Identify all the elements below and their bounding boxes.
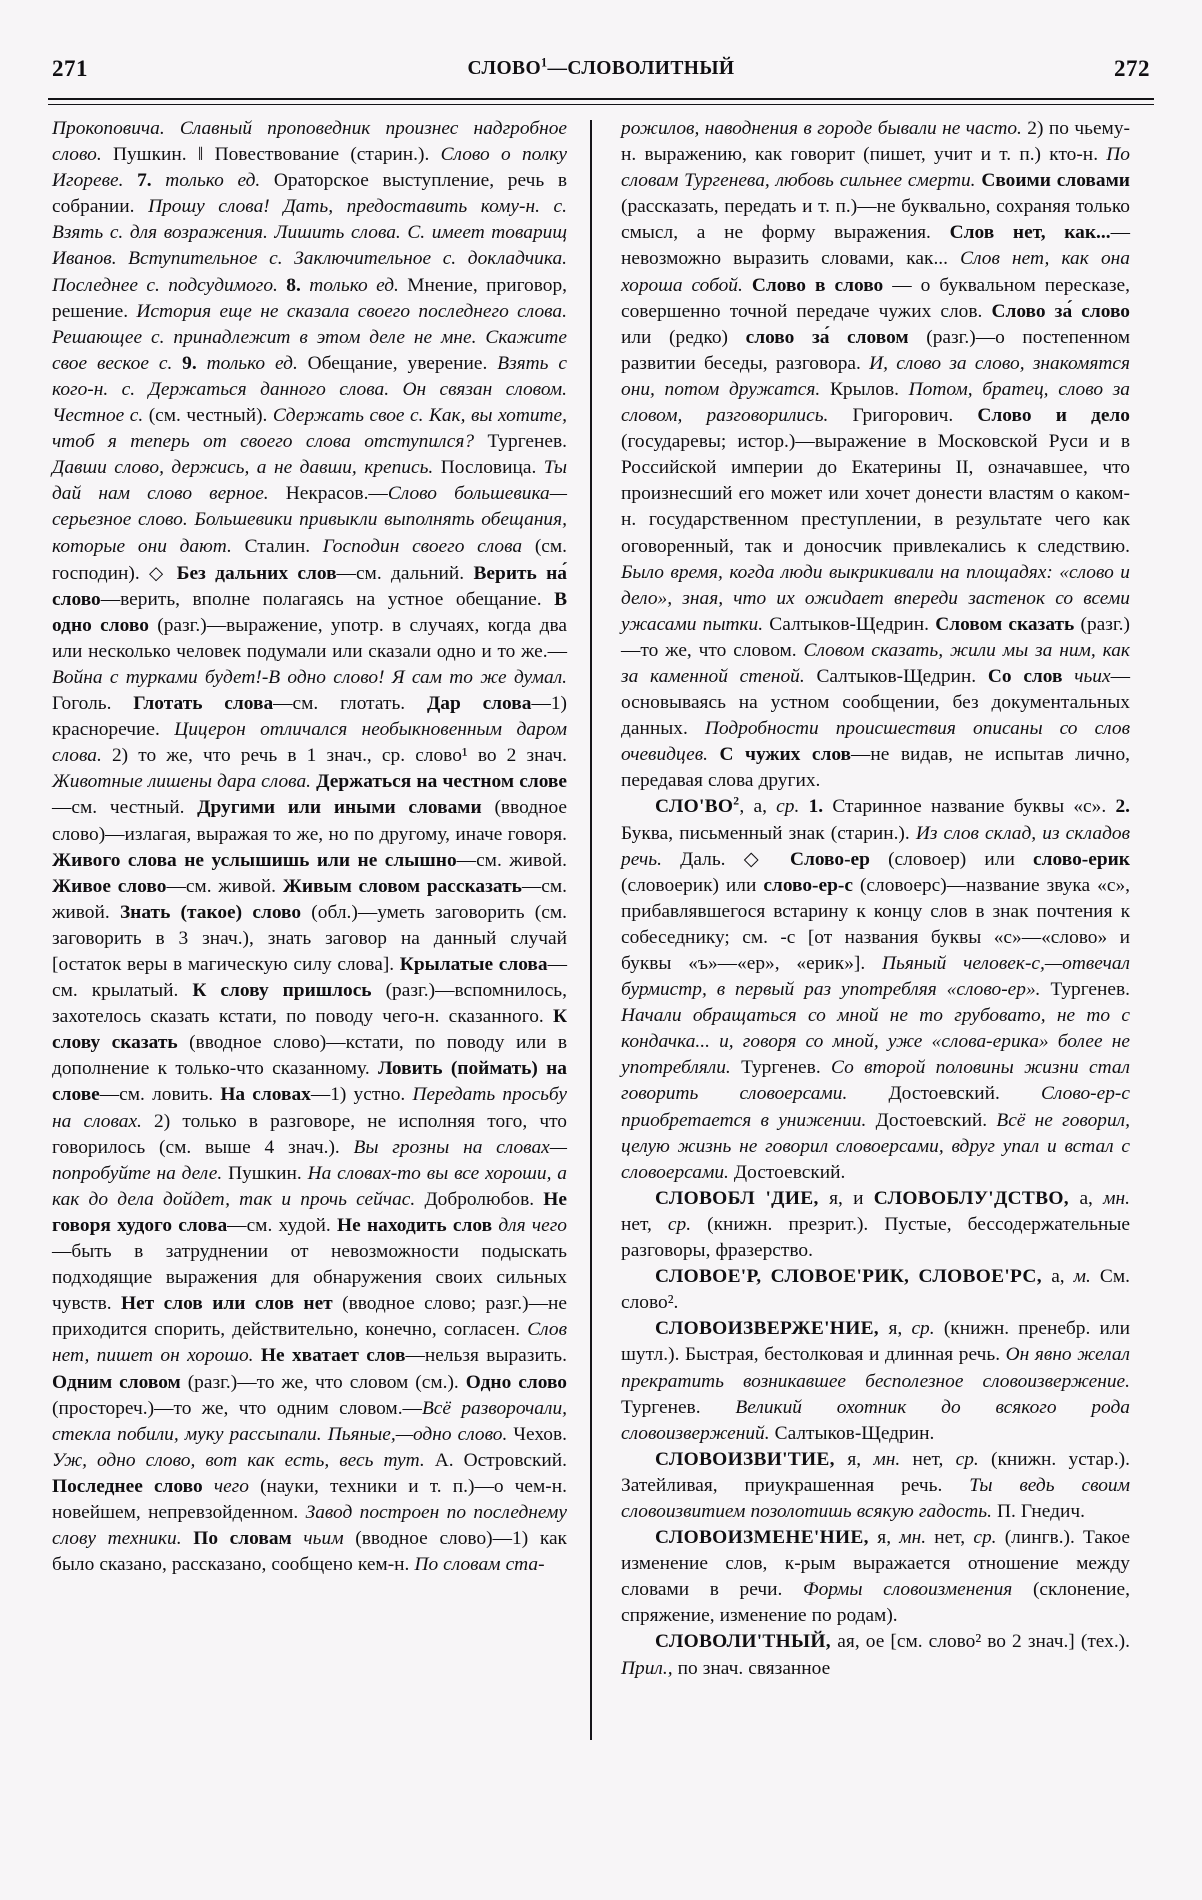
body-text: Добролюбов. xyxy=(424,1188,544,1210)
body-text: Старинное название буквы «с». xyxy=(832,796,1116,818)
body-text: (см. господин). xyxy=(52,535,567,584)
body-text: Пушкин. xyxy=(228,1162,308,1184)
body-text: (простореч.)—то же, что одним словом.— xyxy=(52,1397,422,1419)
body-text: П. Гнедич. xyxy=(997,1500,1085,1522)
body-text: (словоер) или xyxy=(888,848,1034,870)
body-text: Сталин. xyxy=(244,535,323,557)
dictionary-entry xyxy=(621,794,1130,1185)
body-text: нет, xyxy=(934,1527,974,1549)
body-text: Тургенев. xyxy=(621,1396,736,1418)
italic-citation: Уж, одно слово, вот как есть, весь тут. xyxy=(52,1449,435,1471)
italic-citation: Прокоповича. Славный проповедник произнес надгробное слово. xyxy=(52,118,567,166)
body-text: —нельзя выразить. xyxy=(405,1345,567,1367)
italic-citation: Слов нет, как она хороша собой. xyxy=(621,248,1130,296)
bold-phrase: Дар слова xyxy=(426,693,532,715)
phraseology-diamond-icon: ◇ xyxy=(149,562,177,583)
italic-citation: Подробности происшествия описаны со слов очевидцев. xyxy=(621,718,1130,766)
body-text: Достоевский. xyxy=(733,1161,846,1183)
bold-phrase: Глотать слова xyxy=(133,693,274,715)
left-text-column xyxy=(52,116,581,1836)
body-text: ая, ое [см. слово² во 2 знач.] (тех.). xyxy=(837,1631,1130,1653)
dictionary-entry xyxy=(621,1186,1130,1264)
bold-phrase: Слов нет, как... xyxy=(949,222,1111,244)
body-text: —см. живой. xyxy=(456,849,567,871)
bold-phrase: Другими или иными словами xyxy=(197,797,495,819)
body-text: Даль. ◇ xyxy=(680,848,790,870)
italic-citation: Взять с кого-н. с. Держаться данного слова. Он связан словом. Честное с. xyxy=(52,352,567,427)
dictionary-entry xyxy=(621,1264,1130,1316)
body-text: Салтыков-Щедрин. xyxy=(774,1422,935,1444)
body-text: Достоевский. xyxy=(875,1109,997,1131)
italic-citation: Война с турками будет!-В одно слово! Я сам то же думал. xyxy=(52,666,567,688)
body-text: —невозможно выразить словами, как... xyxy=(621,222,1130,270)
italic-citation: Из слов склад, из складов речь. xyxy=(621,822,1130,870)
bold-phrase: На словах xyxy=(220,1084,311,1106)
bold-phrase: Слово за́ слово xyxy=(991,300,1130,322)
italic-citation: мн. xyxy=(873,1448,913,1470)
italic-citation: Потом, братец, слово за словом, разговорились. xyxy=(621,378,1130,427)
bold-phrase: 1. xyxy=(808,796,833,818)
body-text: —не видав, не испытав лично, передавая слова других. xyxy=(621,744,1130,792)
running-title xyxy=(88,55,1114,80)
bold-phrase: 7. xyxy=(137,170,166,192)
bold-phrase: Последнее слово xyxy=(52,1475,214,1497)
italic-citation: Всё разворочали, стекла побили, муку рассыпали. Пьяные,—одно слово. xyxy=(52,1397,567,1445)
body-text: (книжн. презрит.). Пустые, бессодержательные разговоры, фразерство. xyxy=(621,1213,1130,1262)
italic-citation: чего xyxy=(213,1475,261,1497)
italic-citation: Цицерон отличался необыкновенным даром слова. xyxy=(52,719,567,767)
body-text: —основываясь на устном сообщении, без документальных данных. xyxy=(621,665,1131,740)
dictionary-entry xyxy=(621,1316,1130,1446)
body-text: (вводное слово)—излагая, выражая то же, но по другому, иначе говоря. xyxy=(52,797,567,845)
bold-phrase: Слово и дело xyxy=(977,405,1131,427)
bold-phrase: слово-ер-с xyxy=(763,874,860,896)
bold-phrase: Знать (такое) слово xyxy=(119,901,312,923)
body-text: (см. честный). xyxy=(148,405,273,427)
bold-phrase: Не находить слов xyxy=(337,1214,499,1236)
bold-phrase: Без дальних слов xyxy=(176,562,337,584)
header-rule xyxy=(48,98,1154,105)
bold-phrase: слово за́ словом xyxy=(745,326,927,348)
body-text: Тургенев. xyxy=(487,431,567,453)
italic-citation: Великий охотник до всякого рода словоизвержений. xyxy=(621,1396,1130,1444)
body-text: (книжн. устар.). Затейливая, приукрашенная речь. xyxy=(621,1448,1130,1496)
body-text: (вводное слово; разг.)—не приходится спорить, действительно, конечно, согласен. xyxy=(52,1293,567,1341)
body-text: (разг.)—то же, что словом (см.). xyxy=(187,1371,466,1393)
italic-citation: Начали обращаться со мной не то грубовато, не то с кондачка... и, говоря со мной, уже «слова-ерика» более не употребляли. xyxy=(621,1005,1130,1079)
bold-phrase: Верить на́ слово xyxy=(52,562,567,610)
italic-citation: чьих xyxy=(1074,665,1111,687)
headword: СЛОВОИЗВЕРЖЕ'НИЕ, xyxy=(655,1318,889,1340)
italic-citation: Всё не говорил, целую жизнь не говорил словоерсами, вдруг упал и встал с словоерсами. xyxy=(621,1109,1130,1183)
body-text: —см. крылатый. xyxy=(52,954,567,1002)
bold-phrase: Держаться на честном слове xyxy=(316,771,567,793)
italic-citation: ср. xyxy=(776,796,809,818)
bold-phrase: Не говоря худого слова xyxy=(52,1188,567,1236)
body-text: См. слово². xyxy=(621,1266,1130,1314)
bold-phrase: Со слов xyxy=(987,665,1075,687)
italic-citation: рожилов, наводнения в городе бывали не часто. xyxy=(621,118,1028,139)
body-text: (словоерс)—название звука «с», прибавлявшегося встарину к концу слов в знак почтения к собеседнику; см. -с [от названия буквы «с»—«слово» и буквы «ъ»—«ер», «ерик»]. xyxy=(621,874,1130,974)
bold-phrase: слово-ерик xyxy=(1033,848,1130,870)
body-text: А. Островский. xyxy=(434,1449,567,1471)
body-text: (разг.)—то же, что словом. xyxy=(621,613,1130,661)
bold-phrase: В одно слово xyxy=(52,588,567,636)
bold-phrase: Не хватает слов xyxy=(260,1345,406,1367)
body-text: а, xyxy=(1079,1187,1104,1209)
bold-phrase: Крылатые слова xyxy=(399,954,548,975)
bold-phrase: 2. xyxy=(1115,796,1130,818)
italic-citation: мн. xyxy=(899,1527,935,1549)
body-text: —см. честный. xyxy=(52,797,198,819)
italic-citation: ср. xyxy=(973,1527,1005,1549)
body-text: Буква, письменный знак (старин.). xyxy=(621,822,916,844)
italic-citation: Со второй половины жизни стал говорить словоерсами. xyxy=(621,1057,1131,1105)
italic-citation: м. xyxy=(1073,1266,1100,1288)
dictionary-entry xyxy=(52,116,567,1578)
body-text: —см. глотать. xyxy=(273,693,427,715)
italic-citation: Пьяный человек-с,—отвечал бурмистр, в первый раз употребляя «слово-ер». xyxy=(621,953,1130,1001)
dictionary-entry xyxy=(621,1447,1130,1525)
headword-superscript: 2 xyxy=(733,794,740,808)
body-text: —верить, вполне полагаясь на устное обещание. xyxy=(100,588,555,610)
bold-phrase: Одно слово xyxy=(465,1371,567,1393)
headword: СЛОВОИЗМЕНЕ'НИЕ, xyxy=(655,1527,878,1549)
running-title-superscript: 1 xyxy=(541,55,548,70)
body-text: (вводное слово)—1) как было сказано, рассказано, сообщено кем-н. xyxy=(52,1528,567,1576)
italic-citation: чьим xyxy=(303,1528,356,1550)
body-text: Чехов. xyxy=(513,1423,567,1445)
body-text: (словоерик) или xyxy=(621,874,764,896)
headword: СЛОВОИЗВИ'ТИЕ, xyxy=(655,1448,848,1470)
body-text: 2) по чьему-н. выражению, как говорит (пишет, учит и т. п.) кто-н. xyxy=(621,118,1130,166)
body-text: Салтыков-Щедрин. xyxy=(769,613,936,635)
headword: СЛОВОБЛ 'ДИЕ, xyxy=(655,1187,830,1209)
dictionary-entry xyxy=(621,1629,1130,1681)
right-text-column xyxy=(601,116,1130,1836)
italic-citation: Формы словоизменения xyxy=(802,1579,1033,1601)
italic-citation: Животные лишены дара слова. xyxy=(52,771,317,793)
body-text: Салтыков-Щедрин. xyxy=(816,665,988,687)
headword: СЛОВОБЛУ'ДСТВО, xyxy=(873,1187,1080,1209)
italic-citation: Сдержать свое с. Как, вы хотите, чтоб я теперь от своего слова отступился? xyxy=(52,405,567,453)
italic-citation: На словах-то вы все хороши, а как до дела дойдет, так и прочь сейчас. xyxy=(52,1162,568,1210)
italic-citation: только ед. xyxy=(309,274,408,296)
italic-citation: Слово большевика—серьезное слово. Большевики привыкли выполнять обещания, которые они дают. xyxy=(52,483,567,557)
headword: СЛОВОЛИ'ТНЫЙ, xyxy=(655,1631,838,1653)
body-text: нет, xyxy=(912,1448,956,1470)
body-text: Мнение, приговор, решение. xyxy=(52,274,567,322)
bold-phrase: К слову сказать xyxy=(52,1006,567,1054)
bold-phrase: С чужих слов xyxy=(719,744,852,766)
body-text: Пушкин. ǁ Повествование (старин.). xyxy=(112,144,441,166)
italic-citation: Словом сказать, жили мы за ним, как за каменной стеной. xyxy=(621,639,1131,687)
body-text: —быть в затруднении от невозможности подыскать подходящие выражения для обнаружения своих сильных чувств. xyxy=(52,1241,567,1315)
text-columns xyxy=(52,116,1150,1836)
italic-citation: ср. xyxy=(911,1318,944,1340)
italic-citation: Слово о полку Игореве. xyxy=(52,144,568,192)
body-text: —см. живой. xyxy=(166,875,283,897)
italic-citation: Завод построен по последнему слову техники. xyxy=(52,1501,567,1550)
running-title-main: СЛОВО xyxy=(467,58,542,79)
body-text: —см. худой. xyxy=(227,1214,338,1236)
body-text: —см. дальний. xyxy=(336,562,474,584)
bold-phrase: Живым словом рассказать xyxy=(282,875,522,897)
body-text: (рассказать, передать и т. п.)—не буквально, сохраняя только смысл, а не форму выражения. xyxy=(621,196,1130,244)
italic-citation: И, слово за слово, знакомятся они, потом дружатся. xyxy=(621,352,1130,400)
body-text: (разг.)—выражение, употр. в случаях, когда два или несколько человек подумали или сказали одно и то же.— xyxy=(52,614,567,662)
bold-phrase: Слово в слово xyxy=(751,274,893,296)
body-text: я, xyxy=(888,1318,912,1340)
bold-phrase: Слово-ер xyxy=(789,848,889,870)
bold-phrase: Своими словами xyxy=(981,170,1130,192)
body-text: а, xyxy=(1051,1266,1074,1288)
body-text: нет, xyxy=(621,1213,668,1235)
bold-phrase: 9. xyxy=(182,352,207,374)
body-text: — о буквальном пересказе, совершенно точной передаче чужих слов. xyxy=(621,274,1131,322)
body-text: Ораторское выступление, речь в собрании. xyxy=(52,170,567,218)
body-text: (разг.)—вспомнилось, захотелось сказать кстати, по поводу чего-н. сказанного. xyxy=(52,980,567,1028)
italic-citation: История еще не сказала своего последнего слова. Решающее с. принадлежит в этом деле не мне. Скажите свое веское с. xyxy=(52,300,567,374)
italic-citation: Вы грозны на словах—попробуйте на деле. xyxy=(52,1136,567,1184)
italic-citation: ср. xyxy=(955,1448,991,1470)
bold-phrase: Словом сказать xyxy=(935,613,1081,635)
italic-citation: Передать просьбу на словах. xyxy=(52,1084,567,1132)
italic-citation: Господин своего слова xyxy=(322,535,535,557)
body-text: Тургенев. xyxy=(741,1057,831,1079)
column-gutter xyxy=(581,116,601,1836)
bold-phrase: Нет слов или слов нет xyxy=(120,1293,343,1315)
body-text: Гоголь. xyxy=(52,693,134,715)
running-title-tail: —СЛОВОЛИТНЫЙ xyxy=(547,58,735,79)
italic-citation: ср. xyxy=(667,1213,708,1235)
italic-citation: Давши слово, держись, а не давши, крепись. xyxy=(52,457,441,479)
bold-phrase: К слову пришлось xyxy=(192,980,386,1002)
body-text: (государевы; истор.)—выражение в Московской Руси и в Российской империи до Екатерины II, означавшее, что произнесший его может или хочет донести властям о каком-н. государственном преступлении, в результате чего как оговоренный, так и доносчик привлекались к следствию. xyxy=(621,431,1130,557)
italic-citation: Прошу слова! Дать, предоставить кому-н. с. Взять с. для возражения. Лишить слова. С. имеет товарищ Иванов. Вступительное с. Заключительное с. докладчика. Последнее с. подсудимого. xyxy=(52,196,567,296)
dictionary-entry xyxy=(621,1525,1130,1629)
body-text: , а, xyxy=(739,796,777,818)
body-text: Пословица. xyxy=(440,457,544,479)
italic-citation: только ед. xyxy=(165,170,274,192)
italic-citation: По словам ста- xyxy=(414,1554,545,1576)
body-text: (обл.)—уметь заговорить (см. заговорить в 3 знач.), знать заговор на данный случай [остаток веры в магическую силу слова]. xyxy=(52,901,567,975)
bold-phrase: По словам xyxy=(193,1528,304,1550)
bold-phrase: Ловить (поймать) на слове xyxy=(52,1058,567,1106)
italic-citation: Ты ведь своим словоизвитием позолотишь всякую гадость. xyxy=(621,1474,1130,1522)
body-text: Некрасов.— xyxy=(285,483,388,505)
bold-phrase: Одним словом xyxy=(52,1371,188,1393)
body-text: Григорович. xyxy=(852,405,978,427)
body-text: —см. живой. xyxy=(52,875,567,923)
body-text: —1) красноречие. xyxy=(52,693,567,741)
dictionary-entry xyxy=(621,116,1130,794)
headword: СЛОВОЕ'Р, СЛОВОЕ'РИК, СЛОВОЕ'РС, xyxy=(655,1266,1052,1288)
body-text: —1) устно. xyxy=(310,1084,413,1106)
body-text: я, xyxy=(877,1527,900,1549)
italic-citation: Было время, когда люди выкрикивали на площадях: «слово и дело», зная, что их ожидает впереди застенок со всеми ужасами пытки. xyxy=(621,561,1130,635)
italic-citation: для чего xyxy=(498,1214,567,1236)
body-text: —см. ловить. xyxy=(99,1084,221,1106)
bold-phrase: Живое слово xyxy=(52,875,167,897)
body-text: (книжн. пренебр. или шутл.). Быстрая, бестолковая и длинная речь. xyxy=(621,1318,1130,1366)
italic-citation: Слово-ер-с приобретается в унижении. xyxy=(621,1083,1130,1131)
body-text: 2) то же, что речь в 1 знач., ср. слово¹ во 2 знач. xyxy=(111,745,567,767)
italic-citation: Он явно желал прекратить возникавшее бесполезное словоизвержение. xyxy=(621,1344,1130,1392)
italic-citation: мн. xyxy=(1103,1187,1130,1209)
body-text: или (редко) xyxy=(621,326,746,348)
italic-citation: Слов нет, пишет он хорошо. xyxy=(52,1319,567,1367)
italic-citation: Прил., xyxy=(621,1657,678,1679)
bold-phrase: 8. xyxy=(286,274,310,296)
body-text: Тургенев. xyxy=(1050,979,1130,1001)
italic-citation: только ед. xyxy=(206,352,308,374)
body-text: (склонение, спряжение, изменение по родам). xyxy=(621,1579,1130,1627)
bold-phrase: Живого слова не услышишь или не слышно xyxy=(52,849,457,871)
body-text: по знач. связанное xyxy=(677,1657,831,1679)
body-text: Крылов. xyxy=(829,378,909,400)
running-head xyxy=(52,48,1150,90)
body-text: 2) только в разговоре, не исполняя того, что говорилось (см. выше 4 знач.). xyxy=(52,1110,567,1158)
body-text: я, и xyxy=(829,1187,874,1209)
italic-citation: По словам Тургенева, любовь сильнее смерти. xyxy=(621,144,1130,192)
body-text: (разг.)—о постепенном развитии беседы, разговора. xyxy=(621,326,1130,374)
folio-right: 272 xyxy=(1114,56,1150,81)
folio-left: 271 xyxy=(52,56,88,81)
body-text: Обещание, уверение. xyxy=(307,352,498,374)
headword: СЛО'ВО xyxy=(655,796,734,818)
column-divider-rule xyxy=(590,120,592,1740)
body-text: Достоевский. xyxy=(888,1083,1041,1105)
body-text: (вводное слово)—кстати, по поводу или в дополнение к только-что сказанному. xyxy=(52,1032,567,1080)
body-text: я, xyxy=(847,1448,874,1470)
italic-citation: Ты дай нам слово верное. xyxy=(52,457,567,505)
body-text: (науки, техники и т. п.)—о чем-н. новейшем, непревзойденном. xyxy=(52,1475,567,1523)
body-text: (лингв.). Такое изменение слов, к-рым выражается отношение между словами в речи. xyxy=(621,1527,1130,1601)
